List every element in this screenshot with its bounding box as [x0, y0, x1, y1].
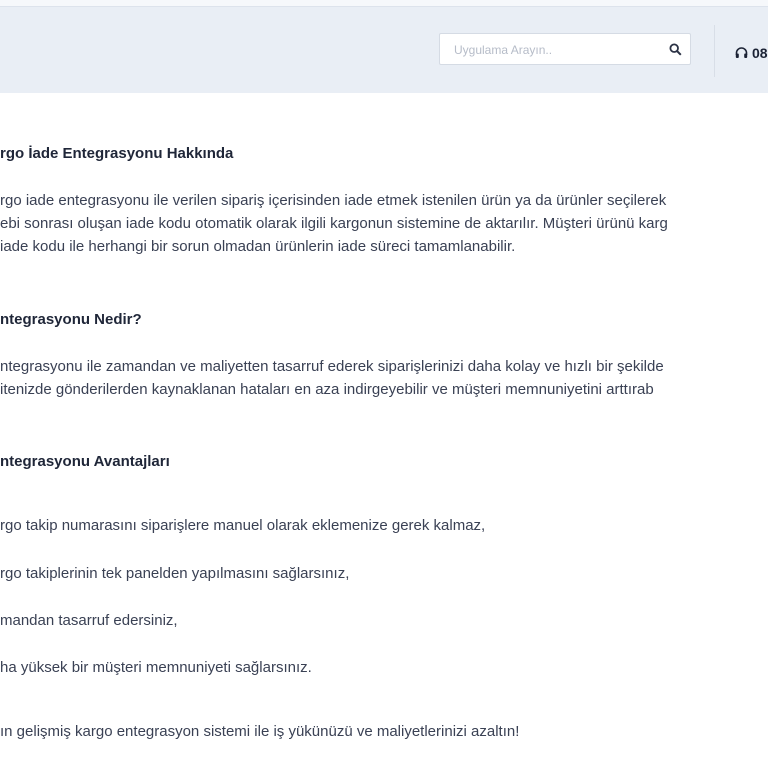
page-header [0, 6, 768, 93]
advantage-item: ha yüksek bir müşteri memnuniyeti sağlarsınız. [0, 659, 312, 676]
advantage-item: mandan tasarruf edersiniz, [0, 612, 178, 629]
section-heading-advantages: ntegrasyonu Avantajları [0, 453, 170, 470]
advantage-item: rgo takiplerinin tek panelden yapılmasını sağlarsınız, [0, 565, 350, 582]
section-heading-about: rgo İade Entegrasyonu Hakkında [0, 145, 234, 162]
closing-line: ın gelişmiş kargo entegrasyon sistemi ile iş yükünüzü ve maliyetlerinizi azaltın! [0, 723, 520, 740]
what-is-paragraph-line: ntegrasyonu ile zamandan ve maliyetten tasarruf ederek siparişlerinizi daha kolay ve hızlı bir şekilde [0, 358, 664, 375]
support-phone[interactable] [735, 45, 768, 61]
header-divider [714, 25, 715, 77]
search-icon[interactable] [669, 43, 682, 56]
what-is-paragraph-line: itenizde gönderilerden kaynaklanan hataları en aza indirgeyebilir ve müşteri memnuniyetini arttırab [0, 381, 654, 398]
about-paragraph-line: ebi sonrası oluşan iade kodu otomatik olarak ilgili kargonun sistemine de aktarılır. Müşteri ürünü karg [0, 215, 668, 232]
app-search-input[interactable] [452, 34, 656, 66]
support-phone-number: 08 [752, 45, 768, 61]
about-paragraph-line: rgo iade entegrasyonu ile verilen sipariş içerisinden iade etmek istenilen ürün ya da ürünler seçilerek [0, 192, 667, 209]
about-paragraph-line: iade kodu ile herhangi bir sorun olmadan ürünlerin iade süreci tamamlanabilir. [0, 238, 516, 255]
app-search-box[interactable] [439, 33, 691, 65]
advantage-item: rgo takip numarasını siparişlere manuel olarak eklemenize gerek kalmaz, [0, 517, 486, 534]
section-heading-what-is: ntegrasyonu Nedir? [0, 311, 142, 328]
headset-icon [735, 47, 748, 59]
